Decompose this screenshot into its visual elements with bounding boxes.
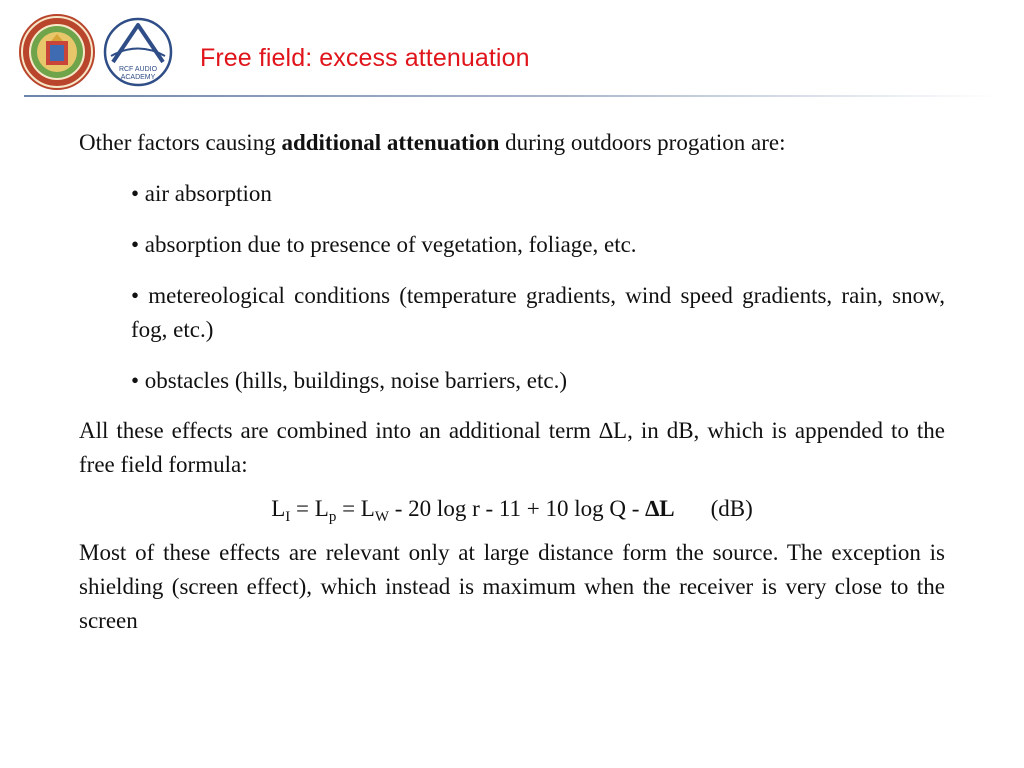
slide-header — [0, 0, 1024, 100]
intro-bold-term: additional attenuation — [281, 130, 500, 155]
formula-unit: (dB) — [710, 496, 753, 521]
university-seal-logo — [19, 14, 95, 90]
formula-eq1: = L — [290, 496, 329, 521]
bullet-vegetation: • absorption due to presence of vegetation, foliage, etc. — [131, 232, 637, 257]
bullet-air-absorption: • air absorption — [131, 181, 272, 206]
formula-sub-i: I — [285, 509, 291, 525]
combined-paragraph: All these effects are combined into an additional term ∆L, in dB, which is appended to the free field formula: — [79, 418, 945, 477]
logo2-text-line1: RCF AUDIO — [118, 66, 158, 73]
formula-l1: L — [271, 496, 286, 521]
intro-paragraph — [79, 126, 945, 160]
formula-delta-l: ∆L — [645, 496, 675, 521]
header-divider — [24, 95, 1000, 97]
bullet-obstacles: • obstacles (hills, buildings, noise barriers, etc.) — [131, 368, 568, 393]
formula-rest: - 20 log r - 11 + 10 log Q - — [389, 496, 646, 521]
slide-body — [79, 126, 945, 638]
formula-sub-p: p — [328, 509, 337, 525]
bullet-meteorological: • metereological conditions (temperature gradients, wind speed gradients, rain, snow, fog, etc.) — [131, 283, 945, 342]
formula-sub-w: W — [374, 509, 390, 525]
intro-text-post: during outdoors progation are: — [499, 130, 786, 155]
slide-title: Free field: excess attenuation — [200, 44, 530, 72]
logo2-text-line2: ACADEMY — [120, 74, 156, 81]
rcf-audio-academy-logo — [103, 16, 173, 88]
closing-paragraph: Most of these effects are relevant only at large distance form the source. The exception is shielding (screen effect), which instead is maximum when the receiver is very close to the screen — [79, 540, 945, 633]
formula-eq2: = L — [336, 496, 375, 521]
intro-text-pre: Other factors causing — [79, 130, 282, 155]
free-field-formula — [79, 492, 945, 526]
